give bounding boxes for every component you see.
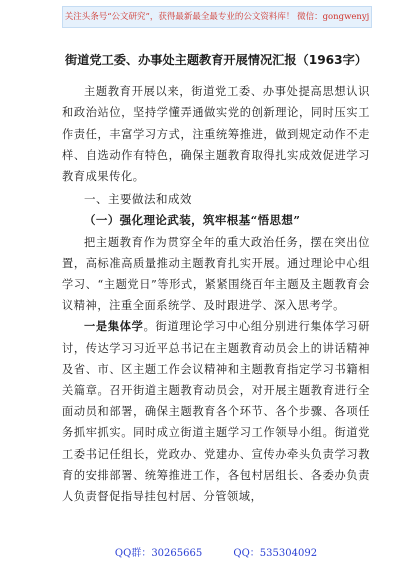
paragraph-lead: 一是集体学 xyxy=(84,319,144,334)
qq-group-text: QQ群：30265665 xyxy=(114,548,203,559)
body-paragraph-collective-study xyxy=(62,316,370,507)
qq-text: QQ：535304092 xyxy=(233,548,318,559)
subsection-heading: （一）强化理论武装，筑牢根基“悟思想” xyxy=(84,213,301,228)
section-heading: 一、主要做法和成效 xyxy=(84,192,192,207)
footer-contact xyxy=(62,544,370,559)
body-paragraph: 把主题教育作为贯穿全年的重大政治任务，摆在突出位置，高标准高质量推动主题教育扎实开展。通过理论中心组学习、“主题党日”等形式，紧紧围绕百年主题及主题教育会议精神，注重全面系统学、及时跟进学、深入思考学。 xyxy=(62,235,370,313)
document-body xyxy=(62,36,370,507)
document-title: 街道党工委、办事处主题教育开展情况汇报（1963字） xyxy=(64,53,368,67)
paragraph-text: 。街道理论学习中心组分别进行集体学习研讨，传达学习习近平总书记在主题教育动员会上的讲话精神及省、市、区主题工作会议精神和主题教育指定学习书籍相关篇章。召开街道主题教育动员会，对开展主题教育进行全面动员和部署，确保主题教育各个环节、各个步骤、各项任务抓牢抓实。同时成立街道主题学习工作领导小组。街道党工委书记任组长，党政办、党建办、宣传办牵头负责学习教育的安排部署、统筹推进工作，各包村居组长、各委办负责人负责督促指导挂包村居、分管领域， xyxy=(62,320,370,504)
intro-paragraph: 主题教育开展以来，街道党工委、办事处提高思想认识和政治站位，坚持学懂弄通做实党的创新理论，同时压实工作责任，丰富学习方式，注重统筹推进，做到规定动作不走样、自选动作有特色，确保主题教育取得扎实成效促进学习教育成果传化。 xyxy=(62,85,370,184)
header-banner: 关注头条号“公文研究”，获得最新最全最专业的公文资料库！ 微信：gongwenyj xyxy=(62,6,372,28)
